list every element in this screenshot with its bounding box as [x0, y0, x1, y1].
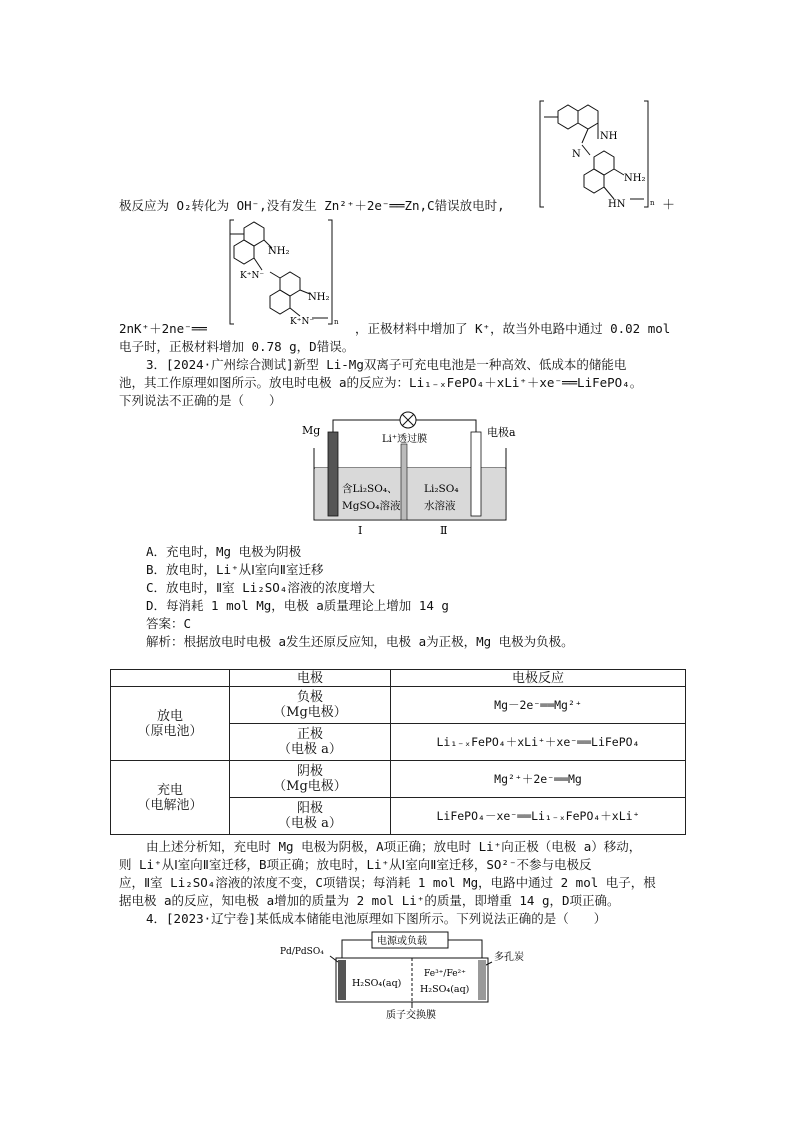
carbon-electrode: [478, 960, 486, 1000]
nh2-label: NH₂: [624, 173, 646, 184]
svg-text:n: n: [334, 318, 339, 326]
svg-text:N: N: [572, 149, 581, 160]
q3-option-b: B．放电时，Li⁺从Ⅰ室向Ⅱ室迁移: [146, 562, 324, 577]
table-header-reaction: 电极反应: [391, 670, 686, 687]
svg-text:Mg: Mg: [302, 424, 321, 437]
summary-line-4: 据电极 a的反应，知电极 a增加的质量为 2 mol Li⁺的质量，即增重 14 g，D项正确。: [119, 893, 620, 908]
table-reaction: Mg－2e⁻══Mg²⁺: [391, 687, 686, 724]
q4-stem: 4．[2023·辽宁卷]某低成本储能电池原理如下图所示。下列说法正确的是（ ）: [146, 911, 607, 926]
table-mode-charge: 充电 （电解池）: [111, 761, 230, 835]
q3-option-c: C．放电时，Ⅱ室 Li₂SO₄溶液的浓度增大: [146, 580, 375, 595]
q3-cell-figure: [300, 408, 530, 538]
electrode-a: [471, 432, 481, 516]
plus-sign: ＋: [662, 198, 676, 213]
text-line-3: 电子时，正极材料增加 0.78 g，D错误。: [119, 339, 355, 354]
q3-analysis: 解析：根据放电时电极 a发生还原反应知，电极 a为正极，Mg 电极为负极。: [146, 634, 574, 649]
svg-text:Li⁺透过膜: Li⁺透过膜: [382, 434, 428, 445]
hn-label: HN: [608, 199, 626, 210]
nh2-label-1: NH₂: [268, 246, 290, 257]
svg-text:MgSO₄溶液: MgSO₄溶液: [342, 500, 401, 512]
q3-answer: 答案：C: [146, 616, 192, 631]
text-line-2-prefix: 2nK⁺＋2ne⁻══: [119, 321, 207, 336]
li-membrane: [401, 444, 407, 520]
q3-stem-3: 下列说法不正确的是（ ）: [119, 393, 282, 408]
svg-text:电源或负载: 电源或负载: [377, 936, 427, 947]
text-line-1: 极反应为 O₂转化为 OH⁻,没有发生 Zn²⁺＋2e⁻══Zn,C错误放电时,: [119, 198, 505, 213]
table-header-electrode: 电极: [230, 670, 391, 687]
mg-electrode: [328, 432, 338, 516]
svg-text:Fe³⁺/Fe²⁺: Fe³⁺/Fe²⁺: [424, 969, 466, 979]
table-reaction: LiFePO₄－xe⁻══Li₁₋ₓFePO₄＋xLi⁺: [391, 798, 686, 835]
q4-battery-figure: [280, 928, 580, 1020]
svg-text:H₂SO₄(aq): H₂SO₄(aq): [352, 978, 402, 989]
svg-text:电极a: 电极a: [487, 426, 516, 439]
kn-label-1: K⁺N⁻: [240, 271, 265, 281]
svg-text:n: n: [650, 199, 655, 207]
table-reaction: Li₁₋ₓFePO₄＋xLi⁺＋xe⁻══LiFePO₄: [391, 724, 686, 761]
nh-label: NH: [600, 131, 618, 142]
table-row: 阳极 （电极 a）: [230, 798, 391, 835]
summary-line-1: 由上述分析知，充电时 Mg 电极为阴极，A项正确；放电时 Li⁺向正极（电极 a）移动，: [146, 839, 642, 854]
svg-text:水溶液: 水溶液: [424, 500, 456, 512]
kn-label-2: K⁺N⁻: [290, 317, 315, 327]
text-line-2-suffix: ，正极材料中增加了 K⁺，故当外电路中通过 0.02 mol: [355, 321, 671, 336]
q3-stem-2: 池，其工作原理如图所示。放电时电极 a的反应为：Li₁₋ₓFePO₄＋xLi⁺＋xe⁻══LiFePO₄。: [119, 375, 643, 390]
polymer-structure-1: [520, 95, 670, 215]
svg-text:质子交换膜: 质子交换膜: [386, 1010, 436, 1021]
summary-line-3: 应，Ⅱ室 Li₂SO₄溶液的浓度不变，C项错误；每消耗 1 mol Mg，电路中通过 2 mol 电子，根: [119, 875, 656, 890]
q3-stem-1: 3．[2024·广州综合测试]新型 Li-Mg双离子可充电电池是一种高效、低成本的储能电: [146, 357, 627, 372]
table-row: 正极 （电极 a）: [230, 724, 391, 761]
q3-option-d: D．每消耗 1 mol Mg，电极 a质量理论上增加 14 g: [146, 598, 449, 613]
table-reaction: Mg²⁺＋2e⁻══Mg: [391, 761, 686, 798]
pd-electrode: [338, 960, 346, 1000]
nh2-label-2: NH₂: [308, 292, 330, 303]
svg-text:H₂SO₄(aq): H₂SO₄(aq): [420, 984, 470, 995]
table-row: 阴极 （Mg电极）: [230, 761, 391, 798]
svg-text:Ⅱ: Ⅱ: [440, 524, 448, 537]
q3-option-a: A．充电时，Mg 电极为阴极: [146, 544, 302, 559]
svg-text:含Li₂SO₄、: 含Li₂SO₄、: [342, 483, 398, 495]
svg-text:Pd/PdSO₄: Pd/PdSO₄: [280, 947, 324, 957]
electrode-reaction-table: [110, 669, 686, 835]
svg-text:多孔炭: 多孔炭: [494, 952, 524, 963]
polymer-structure-2: [216, 214, 356, 332]
summary-line-2: 则 Li⁺从Ⅰ室向Ⅱ室迁移，B项正确；放电时，Li⁺从Ⅰ室向Ⅱ室迁移，SO²⁻不参与电极反: [119, 857, 592, 872]
table-mode-discharge: 放电 （原电池）: [111, 687, 230, 761]
svg-text:Ⅰ: Ⅰ: [358, 524, 363, 537]
svg-text:Li₂SO₄: Li₂SO₄: [424, 483, 459, 495]
table-row: 负极 （Mg电极）: [230, 687, 391, 724]
